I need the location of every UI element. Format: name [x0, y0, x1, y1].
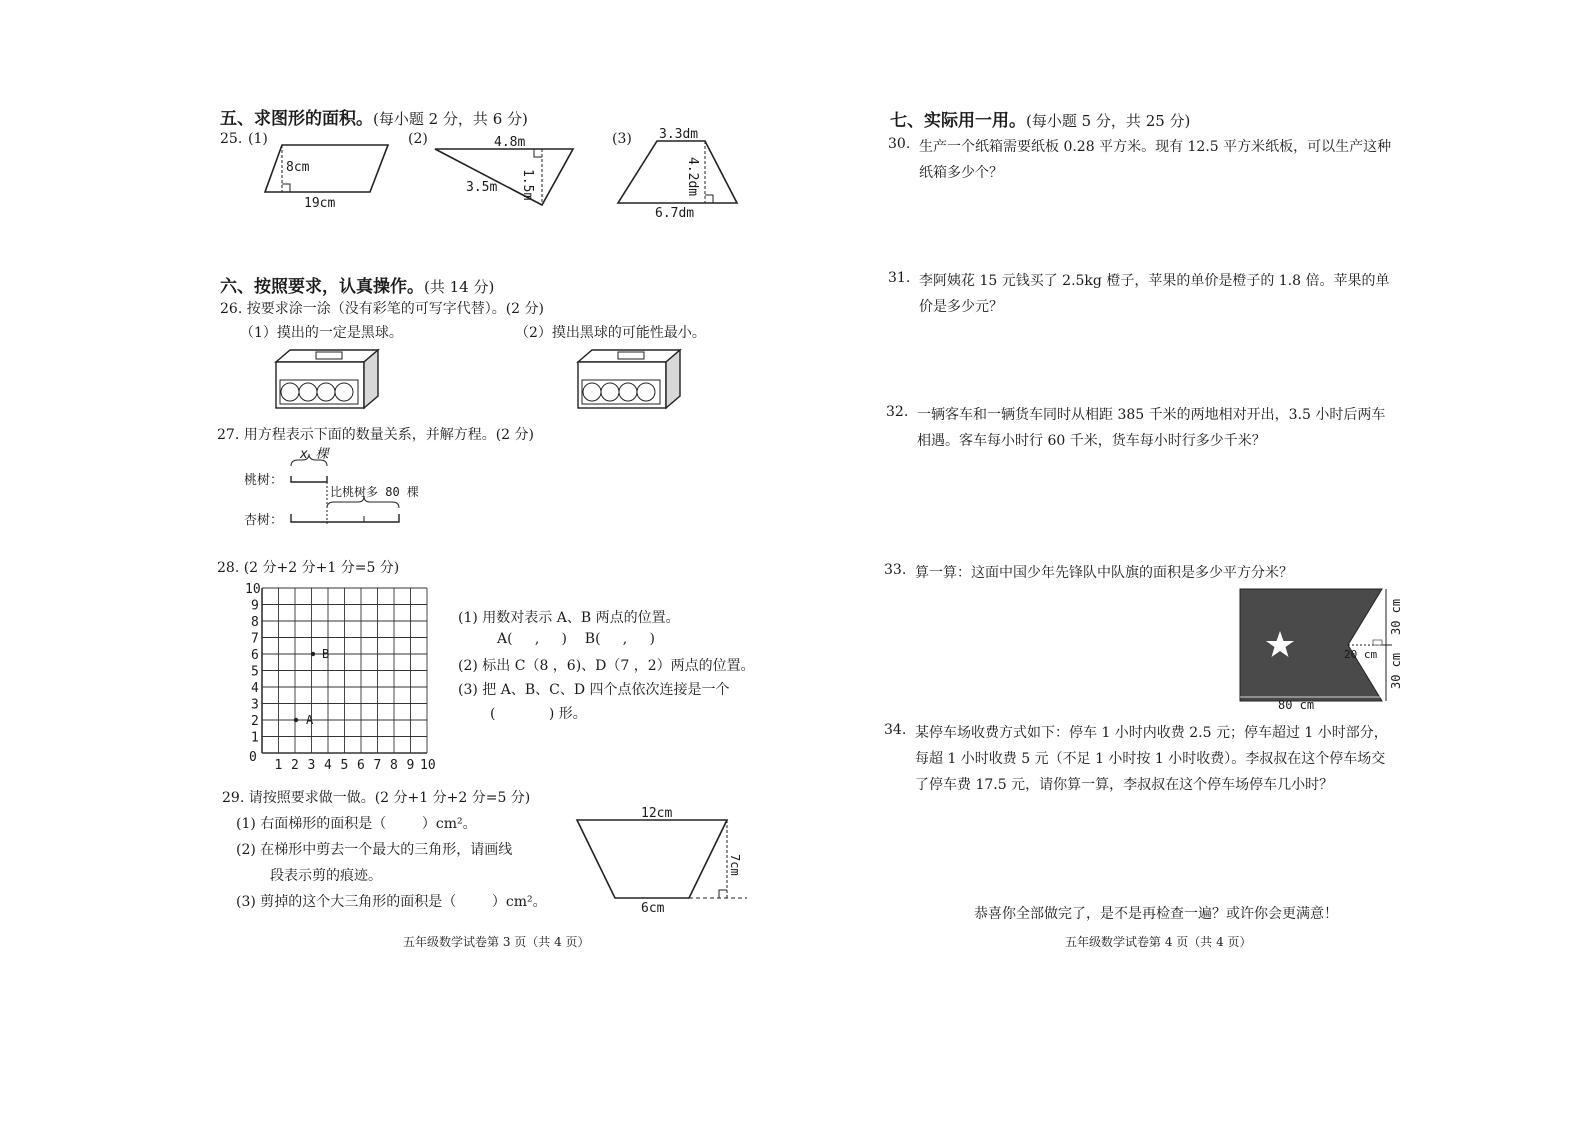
x-tick-label: 7: [373, 758, 382, 773]
parallelogram-figure: [260, 140, 400, 212]
lower-height-label: 30 cm: [1389, 652, 1403, 689]
q33-text: 算一算：这面中国少年先锋队中队旗的面积是多少平方分米？: [915, 565, 1293, 581]
ball: [335, 383, 353, 401]
q34-line1: 某停车场收费方式如下：停车 1 小时内收费 2.5 元；停车超过 1 小时部分，: [915, 725, 1388, 741]
parallelogram-base-label: 19cm: [304, 196, 336, 211]
triangle-side-label: 3.5m: [466, 180, 498, 195]
section6-heading: [220, 272, 494, 297]
q29-trapezoid: [575, 804, 755, 916]
x-tick-label: 3: [307, 758, 316, 773]
x-tick-label: 8: [390, 758, 398, 773]
top-label: 12cm: [641, 806, 673, 821]
point-a-label: A: [306, 713, 314, 727]
ball-box-2: [576, 348, 686, 412]
section5-title: 五、求图形的面积。: [220, 109, 373, 129]
q28-part1-answer: A( , ) B( , ): [497, 631, 655, 647]
right-angle-mark: [719, 890, 727, 898]
trapezoid-bottom-label: 6.7dm: [655, 206, 695, 221]
section7-note: (每小题 5 分，共 25 分): [1026, 112, 1191, 130]
y-tick-label: 9: [251, 598, 259, 614]
ball: [583, 383, 601, 401]
section7-heading: [890, 106, 1190, 131]
q25-fig3-label: (3): [612, 131, 632, 147]
q28-part3-answer: ( ) 形。: [490, 706, 587, 722]
q31-line2: 价是多少元？: [919, 299, 1003, 315]
q30-line2: 纸箱多少个？: [919, 165, 1003, 181]
apricot-segment: [291, 514, 399, 522]
y-tick-label: 3: [251, 697, 259, 713]
box-opening: [316, 352, 342, 359]
x-tick-label: 5: [340, 758, 349, 773]
q30-number: 30.: [888, 136, 911, 152]
height-label: 7cm: [728, 854, 742, 876]
triangle-height-label: 1.5m: [520, 169, 535, 201]
q29-part2a: (2) 在梯形中剪去一个最大的三角形，请画线: [236, 842, 513, 858]
ball: [281, 383, 299, 401]
box-opening: [618, 352, 644, 359]
right-angle-mark: [705, 195, 713, 203]
q28-part1: (1) 用数对表示 A、B 两点的位置。: [458, 610, 680, 626]
right-angle-mark: [282, 184, 290, 192]
grid-lines: [262, 588, 427, 753]
ball: [317, 383, 335, 401]
x-label: x 棵: [300, 447, 329, 462]
y-tick-label: 5: [251, 664, 259, 680]
left-footer: 五年级数学试卷第 3 页（共 4 页）: [403, 935, 590, 949]
trapezoid-height-label: 4.2dm: [685, 157, 700, 197]
width-label: 80 cm: [1278, 698, 1315, 712]
x-tick-label: 4: [324, 758, 332, 773]
closing-message: 恭喜你全部做完了，是不是再检查一遍？或许你会更满意！: [974, 906, 1338, 922]
y-tick-label: 2: [251, 714, 259, 729]
q26-part2: （2）摸出黑球的可能性最小。: [515, 325, 706, 341]
y-tick-label: 8: [251, 615, 259, 630]
q31-number: 31.: [888, 270, 911, 286]
y-tick-label: 4: [251, 681, 259, 696]
q32-line2: 相遇。客车每小时行 60 千米，货车每小时行多少千米？: [917, 433, 1266, 449]
notch-right-angle: [1373, 640, 1382, 645]
trapezoid-figure: [615, 125, 745, 220]
origin-label: 0: [249, 750, 257, 765]
pioneer-flag: [1236, 585, 1436, 715]
apricot-label: 杏树：: [244, 513, 284, 528]
triangle-figure: [430, 135, 580, 215]
q25-fig2-label: (2): [408, 131, 428, 147]
grid-labels: [245, 582, 436, 773]
coordinate-grid: [245, 582, 445, 772]
ball: [637, 383, 655, 401]
y-tick-label: 1: [251, 730, 259, 746]
q34-number: 34.: [884, 722, 907, 738]
q28-text: 28. (2 分+2 分+1 分=5 分): [217, 560, 400, 576]
q34-line2: 每超 1 小时收费 5 元（不足 1 小时按 1 小时收费）。李叔叔在这个停车场交: [915, 751, 1386, 767]
ball: [601, 383, 619, 401]
q32-number: 32.: [886, 404, 909, 420]
q28-part2: (2) 标出 C（8 ，6)、D（7 ，2）两点的位置。: [458, 658, 755, 674]
section7-title: 七、实际用一用。: [890, 111, 1026, 131]
x-tick-label: 6: [357, 758, 365, 773]
trapezoid-shape: [577, 820, 727, 898]
ball-box-1: [274, 348, 384, 412]
y-tick-label: 7: [251, 631, 259, 647]
q29-part3: (3) 剪掉的这个大三角形的面积是（ ）cm²。: [236, 894, 547, 910]
q25-number: 25.: [220, 131, 243, 147]
trapezoid-shape: [618, 141, 737, 203]
q29-text: 29. 请按照要求做一做。(2 分+1 分+2 分=5 分): [222, 790, 531, 806]
q26-part1: （1）摸出的一定是黑球。: [240, 325, 403, 341]
x-tick-label: 9: [406, 758, 415, 773]
peach-segment: [291, 476, 327, 482]
q28-part3: (3) 把 A、B、C、D 四个点依次连接是一个: [458, 682, 730, 698]
q26-text: 26. 按要求涂一涂（没有彩笔的可写字代替）。(2 分): [220, 301, 544, 317]
point-b-label: B: [322, 647, 330, 661]
parallelogram-height-label: 8cm: [286, 160, 310, 175]
section6-title: 六、按照要求，认真操作。: [220, 277, 424, 297]
ball: [619, 383, 637, 401]
y-tick-label: 10: [245, 582, 261, 597]
right-angle-mark: [534, 149, 542, 157]
notch-label: 20 cm: [1344, 648, 1378, 661]
x-tick-label: 1: [274, 758, 283, 773]
q27-text: 27. 用方程表示下面的数量关系，并解方程。(2 分): [217, 427, 534, 443]
ball: [299, 383, 317, 401]
x-tick-label: 2: [291, 758, 299, 773]
more-label: 比桃树多 80 棵: [330, 485, 419, 499]
right-footer: 五年级数学试卷第 4 页（共 4 页）: [1065, 935, 1252, 949]
section5-note: (每小题 2 分，共 6 分): [373, 110, 528, 128]
segment-diagram: [240, 446, 420, 528]
trapezoid-top-label: 3.3dm: [659, 127, 699, 142]
q33-number: 33.: [884, 562, 907, 578]
point-b-dot: [311, 652, 315, 656]
q34-line3: 了停车费 17.5 元，请你算一算，李叔叔在这个停车场停车几小时？: [915, 777, 1334, 793]
section6-note: (共 14 分): [424, 278, 495, 296]
upper-height-label: 30 cm: [1389, 598, 1403, 635]
triangle-shape: [435, 149, 573, 205]
q29-part2b: 段表示剪的痕迹。: [270, 868, 382, 884]
q32-line1: 一辆客车和一辆货车同时从相距 385 千米的两地相对开出，3.5 小时后两车: [917, 407, 1386, 423]
x-tick-label: 10: [420, 758, 436, 773]
section5-heading: [220, 104, 528, 129]
peach-label: 桃树：: [244, 473, 284, 488]
q30-line1: 生产一个纸箱需要纸板 0.28 平方米。现有 12.5 平方米纸板，可以生产这种: [919, 139, 1392, 155]
q31-line1: 李阿姨花 15 元钱买了 2.5kg 橙子，苹果的单价是橙子的 1.8 倍。苹果的单: [919, 273, 1390, 289]
triangle-top-label: 4.8m: [494, 135, 526, 150]
parallelogram-shape: [265, 145, 388, 192]
q29-part1: (1) 右面梯形的面积是（ ）cm²。: [236, 816, 477, 832]
point-a-dot: [294, 718, 298, 722]
bottom-label: 6cm: [641, 901, 665, 916]
y-tick-label: 6: [251, 648, 259, 663]
q25-fig1-label: (1): [248, 131, 268, 147]
